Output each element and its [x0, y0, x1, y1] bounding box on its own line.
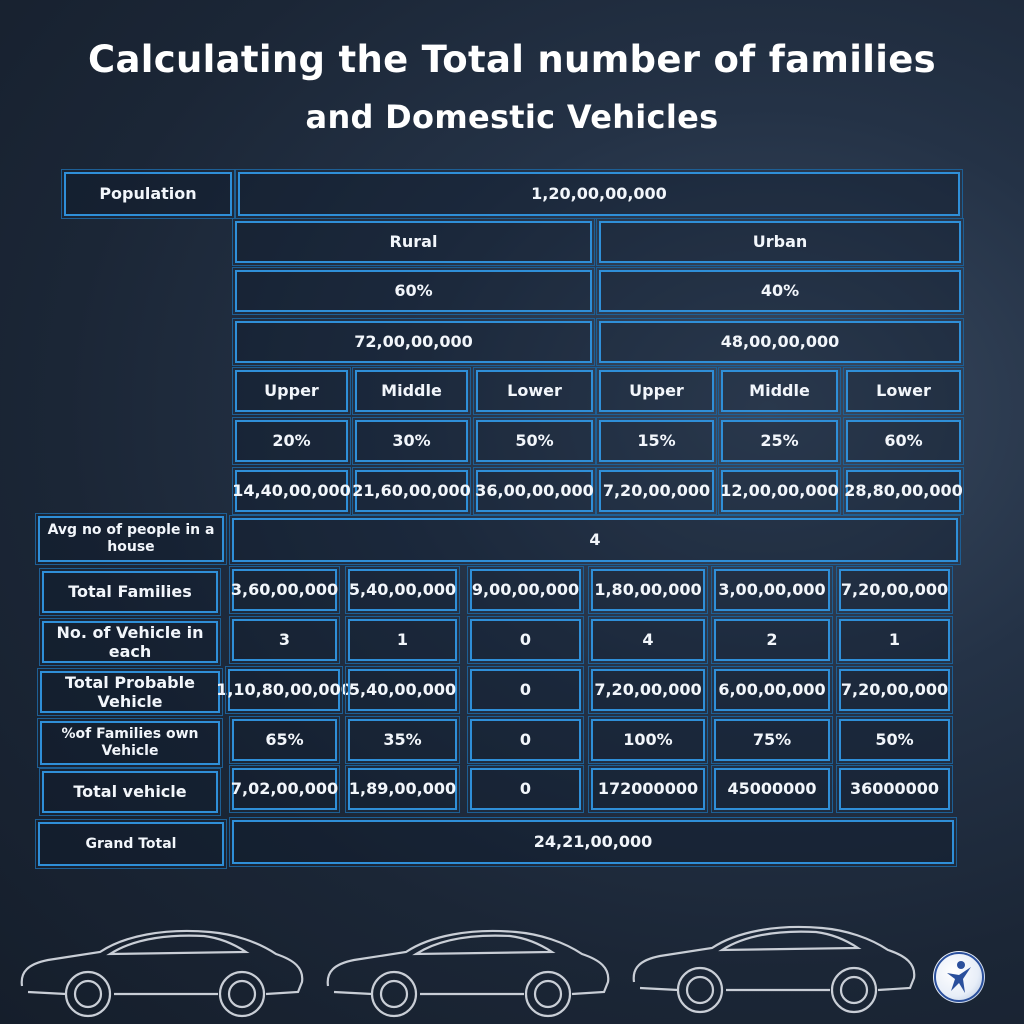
row-cell: 7,20,00,000: [591, 669, 705, 711]
class-header: Lower: [846, 370, 961, 412]
class-pct: 50%: [476, 420, 593, 462]
row-cell: 2: [714, 619, 830, 661]
row-cell: 50%: [839, 719, 950, 761]
region-pct-urban: 40%: [599, 270, 961, 312]
row-cell: 1,10,80,00,000: [228, 669, 340, 711]
row-cell: 7,02,00,000: [232, 768, 337, 810]
row-cell: 75%: [714, 719, 830, 761]
car-outline-icon: [320, 920, 616, 1020]
row-cell: 7,20,00,000: [839, 669, 950, 711]
row-cell: 1: [839, 619, 950, 661]
page-title-line2: and Domestic Vehicles: [305, 98, 719, 136]
class-pop: 12,00,00,000: [721, 470, 838, 512]
class-pct: 60%: [846, 420, 961, 462]
row-cell: 65%: [232, 719, 337, 761]
class-header: Middle: [355, 370, 468, 412]
class-pop: 7,20,00,000: [599, 470, 714, 512]
region-pop-rural: 72,00,00,000: [235, 321, 592, 363]
class-pop: 14,40,00,000: [235, 470, 348, 512]
row-cell: 3: [232, 619, 337, 661]
class-header: Upper: [599, 370, 714, 412]
logo-icon: [933, 951, 985, 1003]
row-cell: 6,00,00,000: [714, 669, 830, 711]
row-cell: 3,00,00,000: [714, 569, 830, 611]
row-cell: 45000000: [714, 768, 830, 810]
row-cell: 1,89,00,000: [348, 768, 457, 810]
car-outline-icon: [14, 920, 310, 1020]
row-cell: 172000000: [591, 768, 705, 810]
avg-people-value: 4: [232, 518, 958, 562]
row-label-total-vehicle: Total vehicle: [42, 771, 218, 813]
class-pop: 28,80,00,000: [846, 470, 961, 512]
population-value: 1,20,00,00,000: [238, 172, 960, 216]
row-cell: 3,60,00,000: [232, 569, 337, 611]
class-pop: 21,60,00,000: [355, 470, 468, 512]
row-cell: 1: [348, 619, 457, 661]
class-pct: 25%: [721, 420, 838, 462]
class-header: Lower: [476, 370, 593, 412]
row-cell: 0: [470, 619, 581, 661]
grand-total-label: Grand Total: [38, 822, 224, 866]
class-header: Upper: [235, 370, 348, 412]
grand-total-value: 24,21,00,000: [232, 820, 954, 864]
row-cell: 0: [470, 719, 581, 761]
row-label-vehicles-each: No. of Vehicle in each: [42, 621, 218, 663]
row-cell: 5,40,00,000: [348, 569, 457, 611]
row-cell: 1,80,00,000: [591, 569, 705, 611]
class-pop: 36,00,00,000: [476, 470, 593, 512]
class-header: Middle: [721, 370, 838, 412]
region-pop-urban: 48,00,00,000: [599, 321, 961, 363]
row-cell: 5,40,00,000: [348, 669, 457, 711]
row-cell: 0: [470, 768, 581, 810]
row-cell: 0: [470, 669, 581, 711]
row-label-total-families: Total Families: [42, 571, 218, 613]
population-label: Population: [64, 172, 232, 216]
page-title-line1: Calculating the Total number of families: [88, 38, 936, 81]
row-label-total-probable: Total Probable Vehicle: [40, 671, 220, 713]
region-rural: Rural: [235, 221, 592, 263]
class-pct: 30%: [355, 420, 468, 462]
class-pct: 15%: [599, 420, 714, 462]
avg-people-label: Avg no of people in a house: [38, 516, 224, 562]
region-urban: Urban: [599, 221, 961, 263]
class-pct: 20%: [235, 420, 348, 462]
row-cell: 35%: [348, 719, 457, 761]
car-outline-icon: [626, 916, 922, 1016]
row-cell: 4: [591, 619, 705, 661]
row-cell: 100%: [591, 719, 705, 761]
row-cell: 9,00,00,000: [470, 569, 581, 611]
row-cell: 7,20,00,000: [839, 569, 950, 611]
row-label-pct-own: %of Families own Vehicle: [40, 721, 220, 765]
row-cell: 36000000: [839, 768, 950, 810]
region-pct-rural: 60%: [235, 270, 592, 312]
